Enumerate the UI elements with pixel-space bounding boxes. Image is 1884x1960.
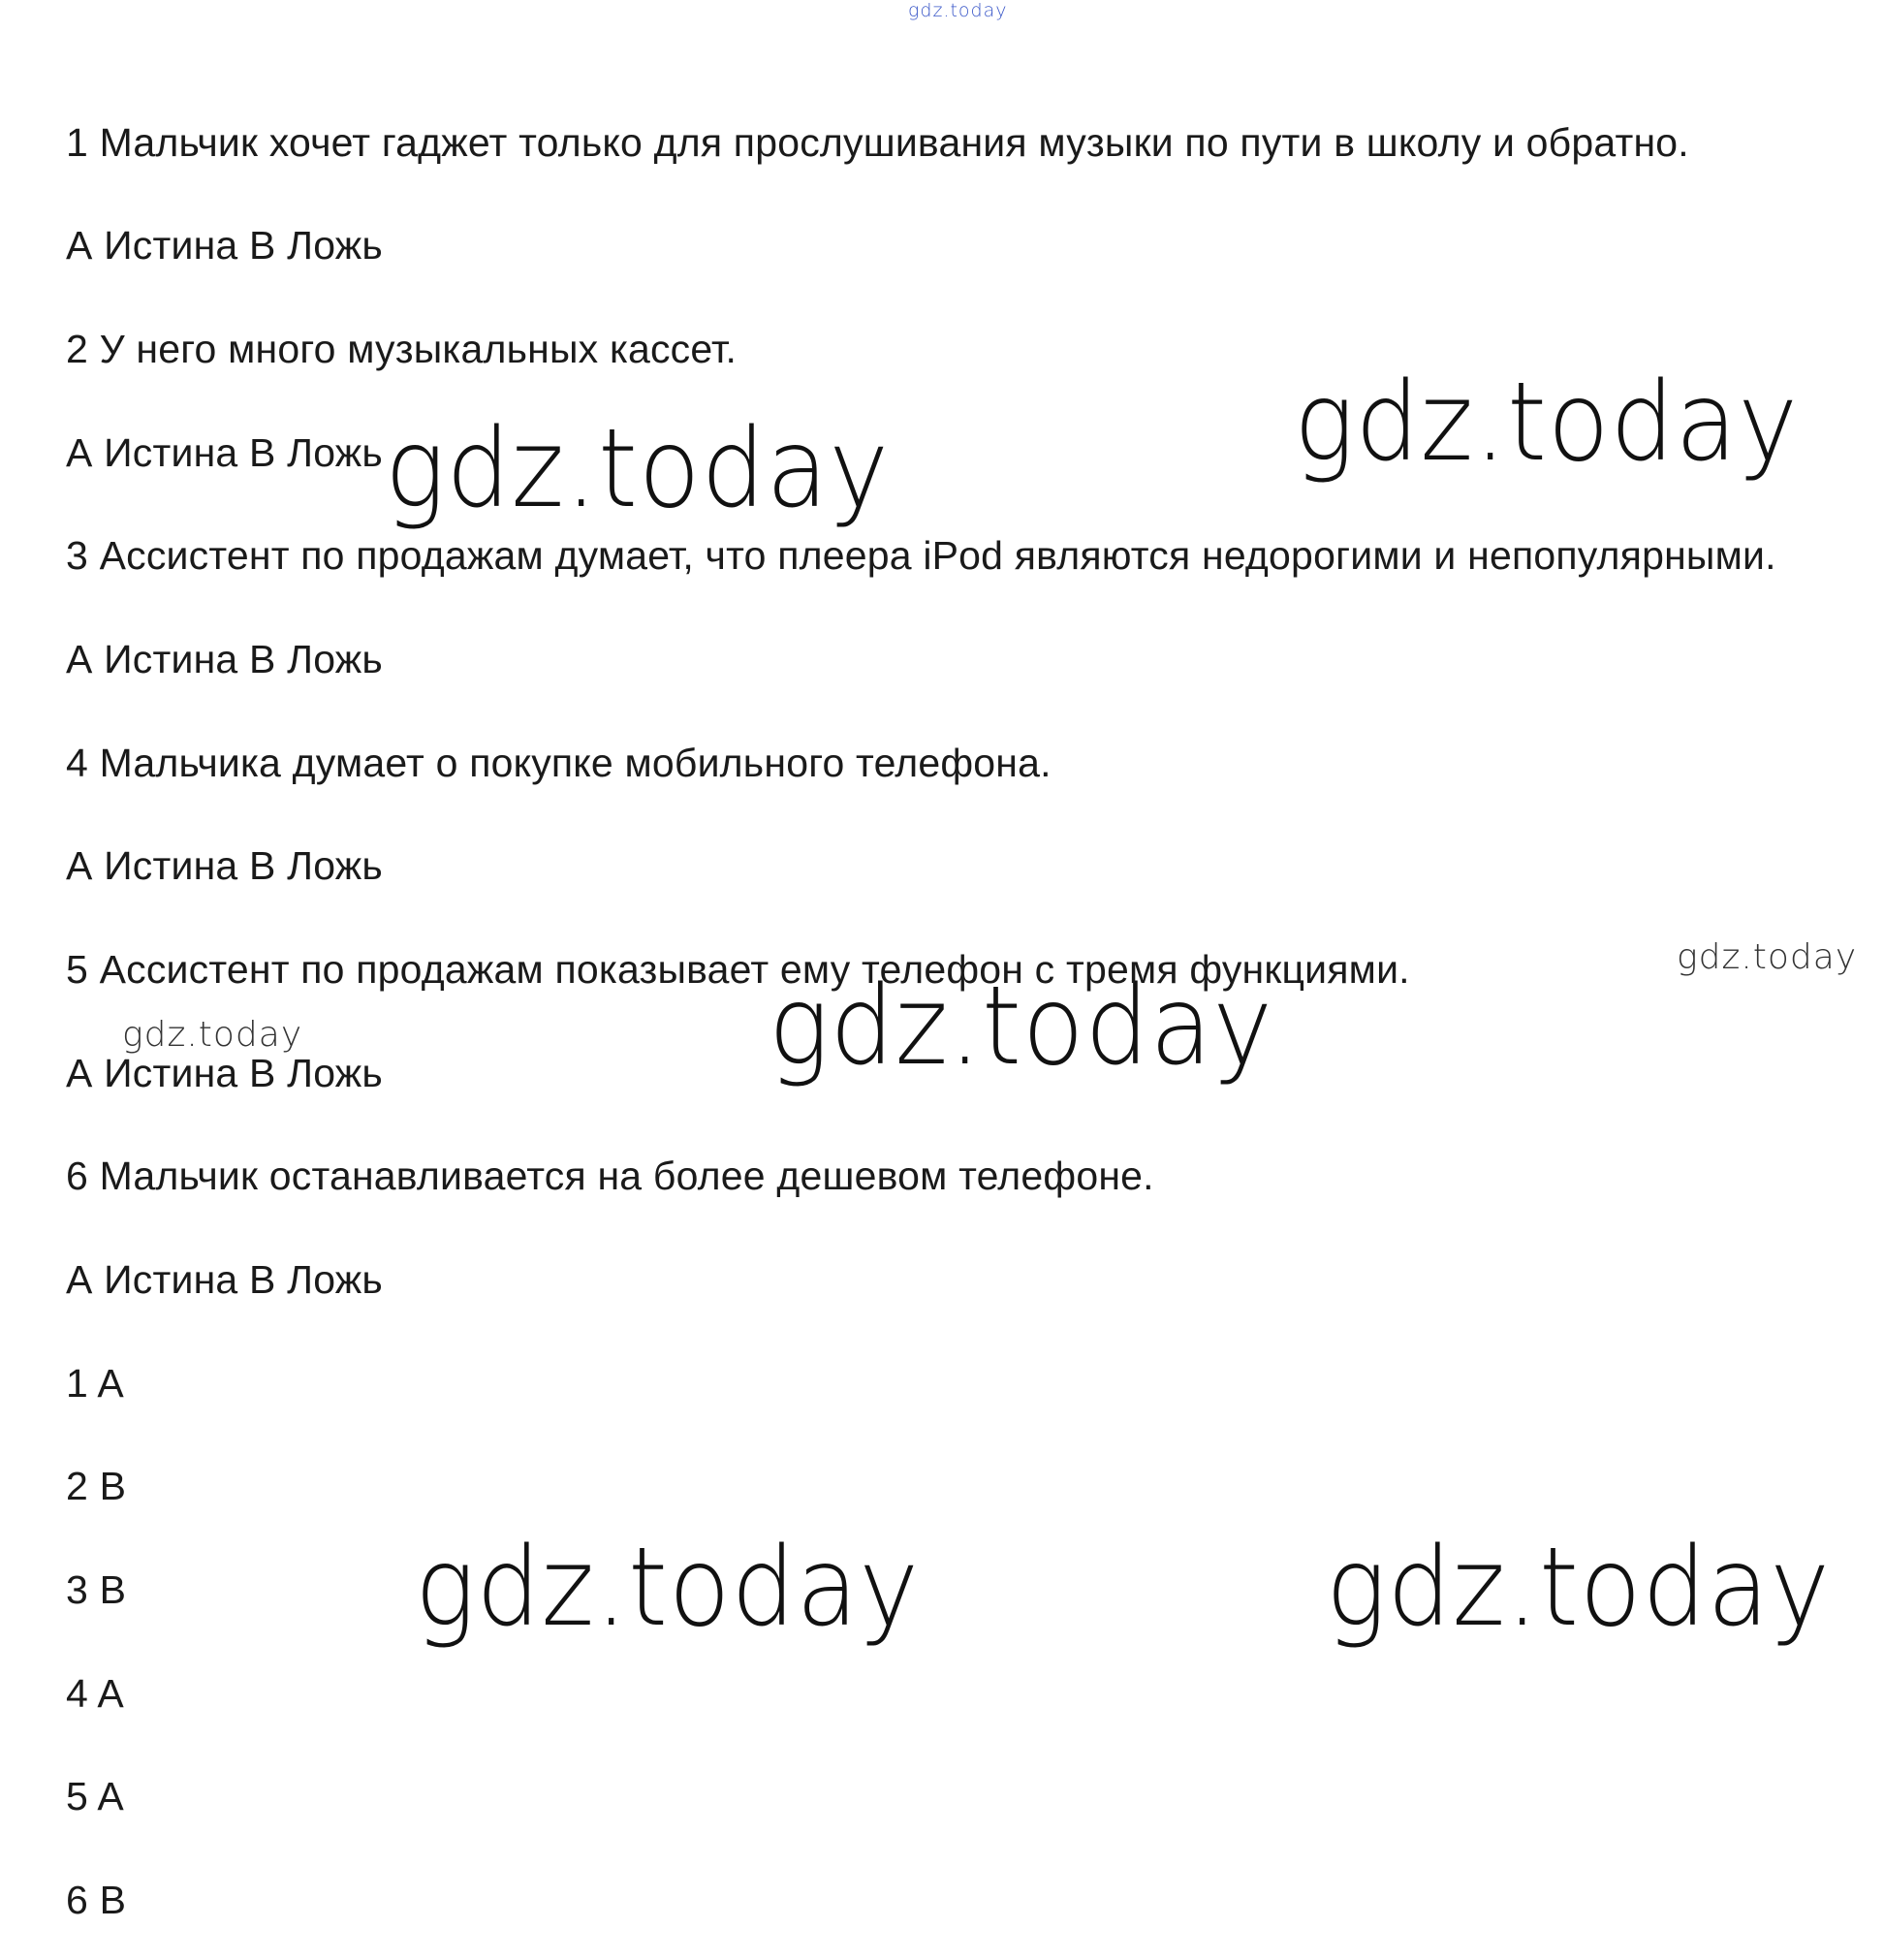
question-5: 5 Ассистент по продажам показывает ему телефон с тремя функциями. — [66, 947, 1410, 992]
watermark-small-2: gdz.today — [122, 1015, 303, 1055]
question-3-options: А Истина В Ложь — [66, 637, 383, 681]
question-1: 1 Мальчик хочет гаджет только для прослушивания музыки по пути в школу и обратно. — [66, 120, 1689, 165]
question-4: 4 Мальчика думает о покупке мобильного телефона. — [66, 741, 1052, 785]
watermark-large-5: gdz.today — [1326, 1525, 1831, 1651]
answer-1: 1 A — [66, 1361, 124, 1406]
watermark-large-2: gdz.today — [385, 406, 890, 532]
answer-4: 4 A — [66, 1671, 124, 1716]
question-2: 2 У него много музыкальных кассет. — [66, 327, 738, 371]
question-5-options: А Истина В Ложь — [66, 1051, 383, 1095]
question-4-options: А Истина В Ложь — [66, 843, 383, 888]
watermark-large-4: gdz.today — [415, 1525, 920, 1651]
answer-5: 5 A — [66, 1774, 124, 1818]
question-1-options: А Истина В Ложь — [66, 223, 383, 268]
watermark-large-1: gdz.today — [1294, 360, 1799, 486]
answer-2: 2 B — [66, 1464, 127, 1508]
watermark-small-1: gdz.today — [1677, 937, 1858, 977]
question-6-options: А Истина В Ложь — [66, 1257, 383, 1302]
watermark-large-3: gdz.today — [769, 964, 1273, 1090]
answer-3: 3 B — [66, 1567, 127, 1612]
answer-6: 6 B — [66, 1878, 127, 1922]
question-6: 6 Мальчик останавливается на более дешевом телефоне. — [66, 1154, 1154, 1198]
question-3: 3 Ассистент по продажам думает, что плеера iPod являются недорогими и непопулярными. — [66, 533, 1776, 578]
question-2-options: А Истина В Ложь — [66, 430, 383, 475]
watermark-top: gdz.today — [908, 0, 1008, 21]
